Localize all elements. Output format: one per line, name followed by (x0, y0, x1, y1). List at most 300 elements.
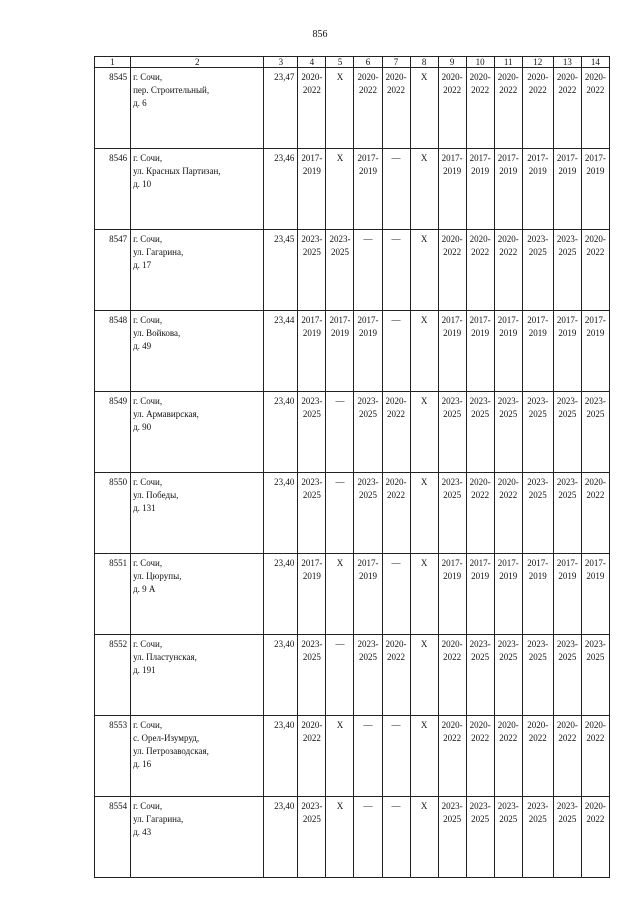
period-cell-col-5 (326, 392, 354, 473)
period-text: — (363, 234, 373, 244)
address-line: г. Сочи, (133, 720, 163, 730)
period-text: 2020- (584, 234, 606, 244)
period-cell-col-7 (382, 230, 410, 311)
period-text: 2022 (586, 85, 605, 95)
period-cell-col-13 (553, 230, 581, 311)
record-number: 8545 (95, 68, 131, 149)
period-cell-col-7 (382, 392, 410, 473)
period-text: X (336, 153, 344, 163)
period-text: 2022 (443, 85, 462, 95)
period-text: 2017- (556, 153, 578, 163)
period-text: 2022 (471, 85, 490, 95)
period-cell-col-6 (354, 392, 382, 473)
period-cell-col-13 (553, 68, 581, 149)
address-line: ул. Пластунская, (133, 652, 197, 662)
address-line: ул. Победы, (133, 490, 179, 500)
period-text: 2023- (469, 639, 491, 649)
record-number: 8546 (95, 149, 131, 230)
period-text: 2022 (558, 733, 577, 743)
period-text: 2025 (528, 490, 547, 500)
period-cell-col-13 (553, 716, 581, 797)
period-cell-col-14 (581, 797, 609, 878)
table-row (95, 716, 610, 797)
column-header-8: 8 (410, 57, 438, 68)
period-text: 2020- (527, 72, 549, 82)
period-cell-col-12 (522, 392, 553, 473)
period-cell-col-8 (410, 473, 438, 554)
period-text: 2017- (469, 558, 491, 568)
address-line: г. Сочи, (133, 801, 163, 811)
period-cell-col-4 (298, 311, 326, 392)
period-text: 2020- (556, 72, 578, 82)
period-text: 2017- (441, 153, 463, 163)
period-cell-col-5 (326, 473, 354, 554)
period-cell-col-9 (438, 554, 466, 635)
address-line: с. Орел-Изумруд, (133, 733, 200, 743)
period-text: 2019 (471, 328, 490, 338)
period-cell-col-8 (410, 554, 438, 635)
period-text: 2020- (385, 72, 407, 82)
period-text: 2023- (556, 396, 578, 406)
period-cell-col-6 (354, 311, 382, 392)
period-text: 2017- (329, 315, 351, 325)
period-text: 2023- (301, 477, 323, 487)
period-text: 2025 (302, 247, 321, 257)
period-cell-col-11 (494, 716, 522, 797)
period-text: X (420, 720, 428, 730)
table-row (95, 392, 610, 473)
address-line: г. Сочи, (133, 153, 163, 163)
period-text: 2022 (443, 652, 462, 662)
period-text: 2023- (469, 396, 491, 406)
address-cell (131, 68, 264, 149)
period-cell-col-4 (298, 797, 326, 878)
period-text: X (336, 558, 344, 568)
period-cell-col-12 (522, 311, 553, 392)
period-text: 2025 (586, 409, 605, 419)
period-text: — (335, 396, 345, 406)
period-text: 2017- (556, 558, 578, 568)
period-text: 2025 (558, 814, 577, 824)
period-cell-col-12 (522, 68, 553, 149)
period-text: 2017- (527, 153, 549, 163)
period-text: 2023- (357, 639, 379, 649)
period-text: 2020- (584, 720, 606, 730)
period-text: 2025 (443, 814, 462, 824)
period-text: 2025 (443, 490, 462, 500)
table-row (95, 149, 610, 230)
period-text: 2023- (301, 801, 323, 811)
period-text: 2019 (528, 571, 547, 581)
period-text: 2017- (584, 153, 606, 163)
period-text: 2020- (469, 234, 491, 244)
address-cell (131, 554, 264, 635)
address-line: д. 90 (133, 422, 152, 432)
address-line: г. Сочи, (133, 234, 163, 244)
period-cell-col-7 (382, 311, 410, 392)
period-text: 2022 (499, 85, 518, 95)
period-cell-col-6 (354, 797, 382, 878)
period-cell-col-9 (438, 392, 466, 473)
period-text: 2019 (358, 328, 377, 338)
period-text: 2020- (357, 72, 379, 82)
period-text: 2017- (441, 558, 463, 568)
period-text: 2017- (357, 315, 379, 325)
period-cell-col-11 (494, 392, 522, 473)
period-cell-col-12 (522, 554, 553, 635)
area-value: 23,40 (264, 797, 298, 878)
period-text: 2020- (385, 396, 407, 406)
period-cell-col-5 (326, 797, 354, 878)
period-cell-col-5 (326, 230, 354, 311)
period-cell-col-5 (326, 635, 354, 716)
period-text: 2025 (499, 409, 518, 419)
table-row (95, 554, 610, 635)
period-text: X (420, 153, 428, 163)
period-text: 2023- (556, 234, 578, 244)
period-cell-col-9 (438, 473, 466, 554)
record-number: 8549 (95, 392, 131, 473)
period-text: — (363, 801, 373, 811)
period-cell-col-11 (494, 473, 522, 554)
period-text: 2020- (469, 477, 491, 487)
column-header-2: 2 (131, 57, 264, 68)
address-line: ул. Цюрупы, (133, 571, 182, 581)
column-header-10: 10 (466, 57, 494, 68)
period-text: 2019 (471, 166, 490, 176)
period-cell-col-4 (298, 68, 326, 149)
address-cell (131, 797, 264, 878)
period-text: 2019 (586, 166, 605, 176)
period-cell-col-5 (326, 311, 354, 392)
address-line: г. Сочи, (133, 396, 163, 406)
address-line: ул. Гагарина, (133, 247, 184, 257)
period-cell-col-7 (382, 635, 410, 716)
column-header-9: 9 (438, 57, 466, 68)
period-cell-col-10 (466, 311, 494, 392)
period-cell-col-14 (581, 230, 609, 311)
period-text: 2017- (441, 315, 463, 325)
area-value: 23,40 (264, 473, 298, 554)
period-text: 2023- (556, 639, 578, 649)
period-cell-col-13 (553, 392, 581, 473)
area-value: 23,47 (264, 68, 298, 149)
period-text: 2020- (584, 477, 606, 487)
period-text: 2022 (558, 85, 577, 95)
period-text: 2020- (497, 72, 519, 82)
period-cell-col-10 (466, 554, 494, 635)
page-number: 856 (312, 29, 328, 40)
period-cell-col-8 (410, 635, 438, 716)
period-text: 2020- (441, 234, 463, 244)
column-header-4: 4 (298, 57, 326, 68)
period-text: 2020- (469, 72, 491, 82)
period-text: 2022 (471, 247, 490, 257)
period-text: 2025 (558, 409, 577, 419)
period-text: 2022 (387, 490, 406, 500)
period-cell-col-12 (522, 230, 553, 311)
period-text: — (391, 558, 401, 568)
address-cell (131, 716, 264, 797)
period-cell-col-4 (298, 149, 326, 230)
address-line: д. 17 (133, 260, 152, 270)
period-text: 2022 (586, 733, 605, 743)
period-text: 2020- (584, 801, 606, 811)
table-row (95, 311, 610, 392)
period-cell-col-13 (553, 311, 581, 392)
period-text: 2019 (358, 571, 377, 581)
period-text: 2022 (499, 247, 518, 257)
period-cell-col-9 (438, 68, 466, 149)
address-line: г. Сочи, (133, 72, 163, 82)
period-cell-col-8 (410, 68, 438, 149)
period-text: 2025 (499, 814, 518, 824)
period-cell-col-5 (326, 554, 354, 635)
column-header-14: 14 (581, 57, 609, 68)
address-line: ул. Красных Партизан, (133, 166, 221, 176)
period-cell-col-11 (494, 635, 522, 716)
period-text: 2022 (528, 733, 547, 743)
period-cell-col-12 (522, 797, 553, 878)
period-text: 2022 (471, 490, 490, 500)
table-row (95, 68, 610, 149)
period-cell-col-8 (410, 392, 438, 473)
period-cell-col-8 (410, 149, 438, 230)
column-header-12: 12 (522, 57, 553, 68)
period-cell-col-6 (354, 716, 382, 797)
period-text: 2017- (469, 153, 491, 163)
column-header-6: 6 (354, 57, 382, 68)
address-cell (131, 149, 264, 230)
period-cell-col-6 (354, 635, 382, 716)
column-header-11: 11 (494, 57, 522, 68)
period-text: 2019 (558, 328, 577, 338)
period-text: 2025 (528, 409, 547, 419)
period-text: 2019 (302, 328, 321, 338)
period-cell-col-14 (581, 149, 609, 230)
period-text: 2023- (527, 801, 549, 811)
period-text: 2023- (497, 801, 519, 811)
area-value: 23,40 (264, 716, 298, 797)
period-text: 2019 (586, 571, 605, 581)
period-text: 2019 (586, 328, 605, 338)
address-line: г. Сочи, (133, 477, 163, 487)
period-cell-col-8 (410, 311, 438, 392)
period-cell-col-10 (466, 392, 494, 473)
address-line: ул. Армавирская, (133, 409, 199, 419)
area-value: 23,40 (264, 554, 298, 635)
period-text: 2025 (471, 814, 490, 824)
table-row (95, 797, 610, 878)
column-header-1: 1 (95, 57, 131, 68)
period-text: 2025 (358, 490, 377, 500)
period-text: 2017- (497, 315, 519, 325)
period-text: 2023- (556, 801, 578, 811)
period-text: 2025 (558, 652, 577, 662)
period-text: 2025 (528, 652, 547, 662)
period-text: 2022 (443, 733, 462, 743)
period-text: 2020- (584, 72, 606, 82)
period-text: 2020- (441, 720, 463, 730)
period-text: 2019 (443, 166, 462, 176)
period-text: X (336, 72, 344, 82)
period-text: X (420, 234, 428, 244)
period-cell-col-10 (466, 716, 494, 797)
period-text: 2019 (302, 571, 321, 581)
period-cell-col-10 (466, 797, 494, 878)
period-cell-col-11 (494, 797, 522, 878)
address-cell (131, 635, 264, 716)
period-text: 2025 (471, 409, 490, 419)
period-cell-col-13 (553, 473, 581, 554)
period-cell-col-7 (382, 716, 410, 797)
period-text: 2025 (499, 652, 518, 662)
register-table (94, 56, 610, 878)
period-text: 2020- (385, 477, 407, 487)
period-cell-col-10 (466, 473, 494, 554)
period-cell-col-7 (382, 797, 410, 878)
address-line: д. 43 (133, 827, 152, 837)
period-text: 2022 (302, 733, 321, 743)
period-cell-col-6 (354, 554, 382, 635)
period-text: 2025 (586, 652, 605, 662)
column-header-5: 5 (326, 57, 354, 68)
period-text: 2023- (527, 477, 549, 487)
period-cell-col-4 (298, 473, 326, 554)
period-text: 2017- (527, 558, 549, 568)
period-text: 2025 (471, 652, 490, 662)
period-text: 2023- (301, 639, 323, 649)
period-text: — (391, 153, 401, 163)
period-cell-col-8 (410, 797, 438, 878)
address-line: д. 9 А (133, 584, 156, 594)
period-text: 2019 (499, 328, 518, 338)
period-cell-col-6 (354, 68, 382, 149)
period-cell-col-13 (553, 635, 581, 716)
period-text: — (335, 477, 345, 487)
address-line: г. Сочи, (133, 639, 163, 649)
period-text: 2019 (443, 328, 462, 338)
period-text: 2019 (358, 166, 377, 176)
period-text: 2023- (584, 639, 606, 649)
period-text: 2019 (302, 166, 321, 176)
period-cell-col-8 (410, 716, 438, 797)
column-header-3: 3 (264, 57, 298, 68)
period-cell-col-7 (382, 473, 410, 554)
period-text: — (391, 315, 401, 325)
period-text: 2022 (499, 490, 518, 500)
period-cell-col-11 (494, 554, 522, 635)
period-text: 2019 (330, 328, 349, 338)
period-text: — (335, 639, 345, 649)
period-text: 2020- (556, 720, 578, 730)
period-text: 2025 (302, 490, 321, 500)
address-line: д. 49 (133, 341, 152, 351)
period-text: 2023- (556, 477, 578, 487)
period-text: 2022 (302, 85, 321, 95)
period-text: — (391, 234, 401, 244)
period-text: 2017- (497, 558, 519, 568)
period-text: 2020- (441, 639, 463, 649)
area-value: 23,46 (264, 149, 298, 230)
period-cell-col-13 (553, 797, 581, 878)
period-text: 2023- (441, 801, 463, 811)
address-line: д. 10 (133, 179, 152, 189)
period-text: 2017- (527, 315, 549, 325)
period-text: 2020- (497, 234, 519, 244)
record-number: 8554 (95, 797, 131, 878)
period-cell-col-9 (438, 311, 466, 392)
period-text: 2025 (302, 814, 321, 824)
period-text: X (420, 477, 428, 487)
address-line: ул. Войкова, (133, 328, 181, 338)
period-cell-col-13 (553, 149, 581, 230)
period-text: 2023- (357, 396, 379, 406)
period-text: 2025 (443, 409, 462, 419)
period-text: 2017- (469, 315, 491, 325)
address-line: г. Сочи, (133, 558, 163, 568)
address-cell (131, 392, 264, 473)
period-text: 2017- (301, 153, 323, 163)
period-text: 2025 (528, 814, 547, 824)
table-row (95, 473, 610, 554)
period-text: 2022 (471, 733, 490, 743)
period-cell-col-4 (298, 230, 326, 311)
period-text: 2025 (558, 247, 577, 257)
period-text: 2022 (586, 247, 605, 257)
period-text: X (420, 396, 428, 406)
period-text: — (391, 720, 401, 730)
period-cell-col-14 (581, 311, 609, 392)
period-text: 2023- (584, 396, 606, 406)
period-text: 2019 (443, 571, 462, 581)
period-text: X (420, 801, 428, 811)
period-cell-col-8 (410, 230, 438, 311)
period-text: 2023- (527, 396, 549, 406)
period-text: 2020- (441, 72, 463, 82)
column-number-row (95, 57, 610, 68)
period-text: X (336, 801, 344, 811)
period-cell-col-14 (581, 554, 609, 635)
column-header-7: 7 (382, 57, 410, 68)
period-text: 2020- (301, 720, 323, 730)
period-cell-col-11 (494, 149, 522, 230)
period-cell-col-10 (466, 230, 494, 311)
period-text: 2023- (497, 639, 519, 649)
period-cell-col-6 (354, 230, 382, 311)
period-text: 2017- (357, 558, 379, 568)
period-cell-col-14 (581, 635, 609, 716)
address-line: ул. Гагарина, (133, 814, 184, 824)
period-text: 2022 (499, 733, 518, 743)
period-text: 2023- (329, 234, 351, 244)
address-cell (131, 311, 264, 392)
period-text: 2017- (357, 153, 379, 163)
address-line: д. 6 (133, 98, 147, 108)
period-cell-col-5 (326, 68, 354, 149)
period-text: — (391, 801, 401, 811)
period-text: 2022 (528, 85, 547, 95)
register-body (95, 57, 610, 878)
period-text: X (420, 72, 428, 82)
address-line: д. 131 (133, 503, 156, 513)
period-text: 2017- (556, 315, 578, 325)
period-cell-col-6 (354, 149, 382, 230)
period-text: X (336, 720, 344, 730)
period-text: 2017- (584, 315, 606, 325)
period-cell-col-10 (466, 635, 494, 716)
period-cell-col-5 (326, 149, 354, 230)
